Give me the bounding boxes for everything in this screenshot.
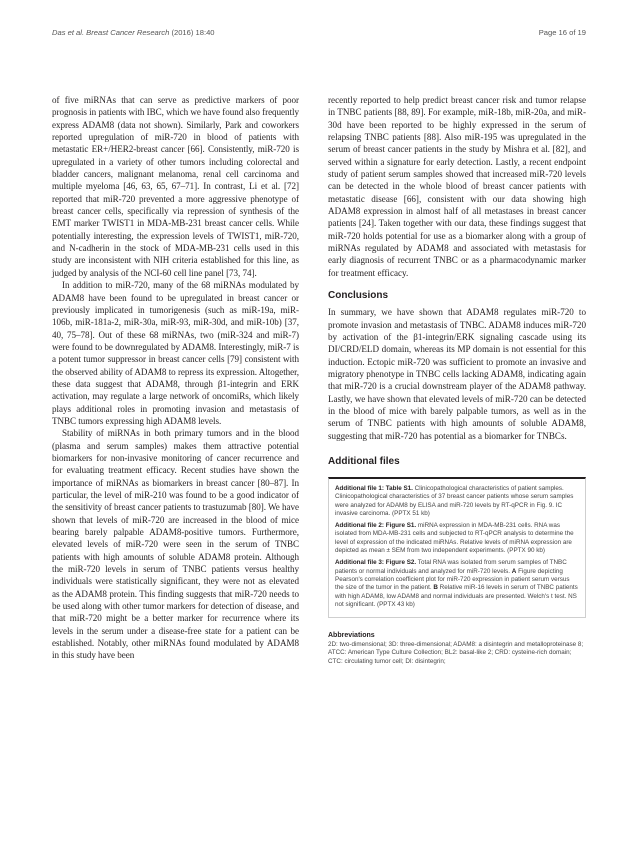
additional-file-1 (335, 485, 579, 518)
body-paragraph: of five miRNAs that can serve as predictive markers of poor prognosis in patients with IBC, which we have found also frequently express ADAM8 (data not shown). Similarly, Park and coworkers reported upregulation of miR-720 in blood of patients with metastatic ER+/HER2-breast cancer [66]. Consistently, miR-720 is upregulated in a variety of other tumors including colorectal and bladder cancers, malignant melanoma, renal cell carcinoma and multiple myeloma [46, 63, 65, 67–71]. In contrast, Li et al. [72] reported that miR-720 prevented a more aggressive phenotype of breast cancer cells, specifically via repression of synthesis of the EMT marker TWIST1 in MDA-MB-231 breast cancer cells. While potentially interesting, the expression levels of TWIST1, miR-720, and N-cadherin in the stock of MDA-MB-231 cells used in this study are inconsistent with NIH criteria established for this line, as judged by analysis of the NCI-60 cell line panel [73, 74]. (52, 95, 299, 278)
page-number: Page 16 of 19 (538, 28, 586, 37)
abbreviations-section (328, 632, 586, 666)
additional-file-description: Clinicopathological characteristics of patient samples. Clinicopathological characteristics of 37 breast cancer patients whose serum samples were analyzed for ADAM8 by ELISA and miR-720 levels by RT-qPCR in Fig. 9. IC invasive carcinoma. (PPTX 51 kb) (335, 484, 574, 517)
conclusions-heading: Conclusions (328, 290, 389, 302)
additional-file-link[interactable]: Additional file 3: Figure S2. (335, 559, 417, 567)
body-paragraph: recently reported to help predict breast cancer risk and tumor relapse in TNBC patients [88, 89]. For example, miR-18b, miR-20a, and miR-30d have been reported to be highly expressed in the serum of relapsing TNBC patients [88]. Also miR-195 was upregulated in the serum of breast cancer patients in the study by Mishra et al. [82], and served within a signature for early detection. Lastly, a recent endpoint study of patient serum samples showed that increased miR-720 levels can be detected in the whole blood of breast cancer patients with metastatic disease [66], consistent with our data showing high ADAM8 expression in almost half of all metastases in breast cancer patients [24]. Taken together with our data, these findings suggest that miR-720 holds potential for use as a biomarker along with a group of miRNAs regulated by ADAM8 and associated with metastasis for early diagnosis of recurrent TNBC or as a pharmacodynamic marker for treatment efficacy. (328, 95, 586, 278)
additional-file-description: Relative miR-16 levels in serum of TNBC patients with high ADAM8, low ADAM8 and normal individuals are presented. Welch's t test. NS not significant. (PPTX 43 kb) (335, 584, 578, 608)
additional-file-description: miRNA expression in MDA-MB-231 cells. RNA was isolated from MDA-MB-231 cells and subjected to RT-qPCR analysis to determine the level of expression of the indicated miRNAs. Relative levels of miRNA expression are depicted as mean ± SEM from two independent experiments. (PPTX 90 kb) (335, 522, 574, 555)
abbreviations-text: 2D: two-dimensional; 3D: three-dimensional; ADAM8: a disintegrin and metalloproteinase 8; ATCC: American Type Culture Collection; BL2: basal-like 2; CRD: cysteine-rich domain; CTC: circulating tumor cell; DI: disintegrin; (328, 641, 584, 665)
panel-letter: B (433, 584, 438, 592)
citation: (2016) 18:40 (169, 28, 215, 37)
body-paragraph: Stability of miRNAs in both primary tumors and in the blood (plasma and serum samples) makes them attractive potential biomarkers for non-invasive monitoring of cancer recurrence and for evaluating treatment efficacy. Recent studies have shown the importance of miRNAs as biomarkers in breast cancer [80–87]. In particular, the level of miR-210 was found to be a good indicator of the sensitivity of breast cancer patients to trastuzumab [80]. We have shown that levels of miR-720 are increased in the blood of mice bearing barely palpable ADAM8-positive tumors. Furthermore, elevated levels of miR-720 were seen in the serum of TNBC patients with high amounts of soluble ADAM8 protein. Although the miR-720 levels in serum of TNBC patients versus healthy individuals were statistically significant, they were not as elevated as the ADAM8 protein. This finding suggests that miR-720 needs to be used along with other tumor markers for detection of disease, and that miR-720 might be a better marker for recurrence where its levels in the serum under a disease-free state for a patient can be established. Notably, other miRNAs found modulated by ADAM8 in this study have been (52, 428, 299, 661)
journal-name: Das et al. Breast Cancer Research (52, 28, 170, 37)
additional-files-box (328, 477, 586, 618)
additional-file-description: Total RNA was isolated from serum samples of TNBC patients or normal individuals and analyzed for miR-720 levels. (335, 559, 567, 575)
additional-file-link[interactable]: Additional file 2: Figure S1. (335, 522, 417, 530)
abbreviations-heading: Abbreviations (328, 632, 375, 640)
additional-file-3 (335, 559, 579, 609)
left-column (52, 94, 299, 662)
right-column (328, 94, 586, 666)
additional-file-link[interactable]: Additional file 1: Table S1. (335, 484, 413, 492)
body-paragraph: In addition to miR-720, many of the 68 miRNAs modulated by ADAM8 have been found to be upregulated in breast cancer or previously implicated in tumorigenesis (such as miR-19a, miR-106b, miR-181a-2, miR-30a, miR-93, miR-30d, and miR-10b) [37, 40, 75–78]. Out of these 68 miRNAs, two (miR-324 and miR-7) were found to be downregulated by ADAM8. Interestingly, miR-7 is a potent tumor suppressor in breast cancer cells [79] consistent with the observed ability of ADAM8 to repress its expression. Altogether, these data suggest that ADAM8, through β1-integrin and ERK activation, may regulate a large network of oncomiRs, which likely plays additional roles in promoting invasion and metastasis of TNBC tumors expressing high ADAM8 levels. (52, 280, 299, 426)
additional-file-2 (335, 522, 579, 555)
panel-letter: A (511, 567, 517, 575)
conclusions-paragraph: In summary, we have shown that ADAM8 regulates miR-720 to promote invasion and metastasis of TNBC. ADAM8 induces miR-720 by activation of the β1-integrin/ERK signaling cascade using its DI/CRD/ELD domain, whereas its MP domain is not essential for this induction. Ectopic miR-720 was sufficient to promote an invasive and migratory phenotype in TNBC cells lacking ADAM8, indicating again that miR-720 is a crucial downstream player of the ADAM8 pathway. Lastly, we have shown that elevated levels of miR-720 can be detected in the blood of mice with barely palpable tumors, as well as in the serum of TNBC patients with high amounts of soluble ADAM8, suggesting that miR-720 has potential as a biomarker for TNBCs. (328, 307, 586, 441)
running-head (52, 28, 215, 37)
additional-files-heading: Additional files (328, 455, 400, 467)
additional-file-description: Figure depicting Pearson's correlation coefficient plot for miR-720 expression in patient serum versus the size of the tumor in the patient. (335, 567, 570, 592)
